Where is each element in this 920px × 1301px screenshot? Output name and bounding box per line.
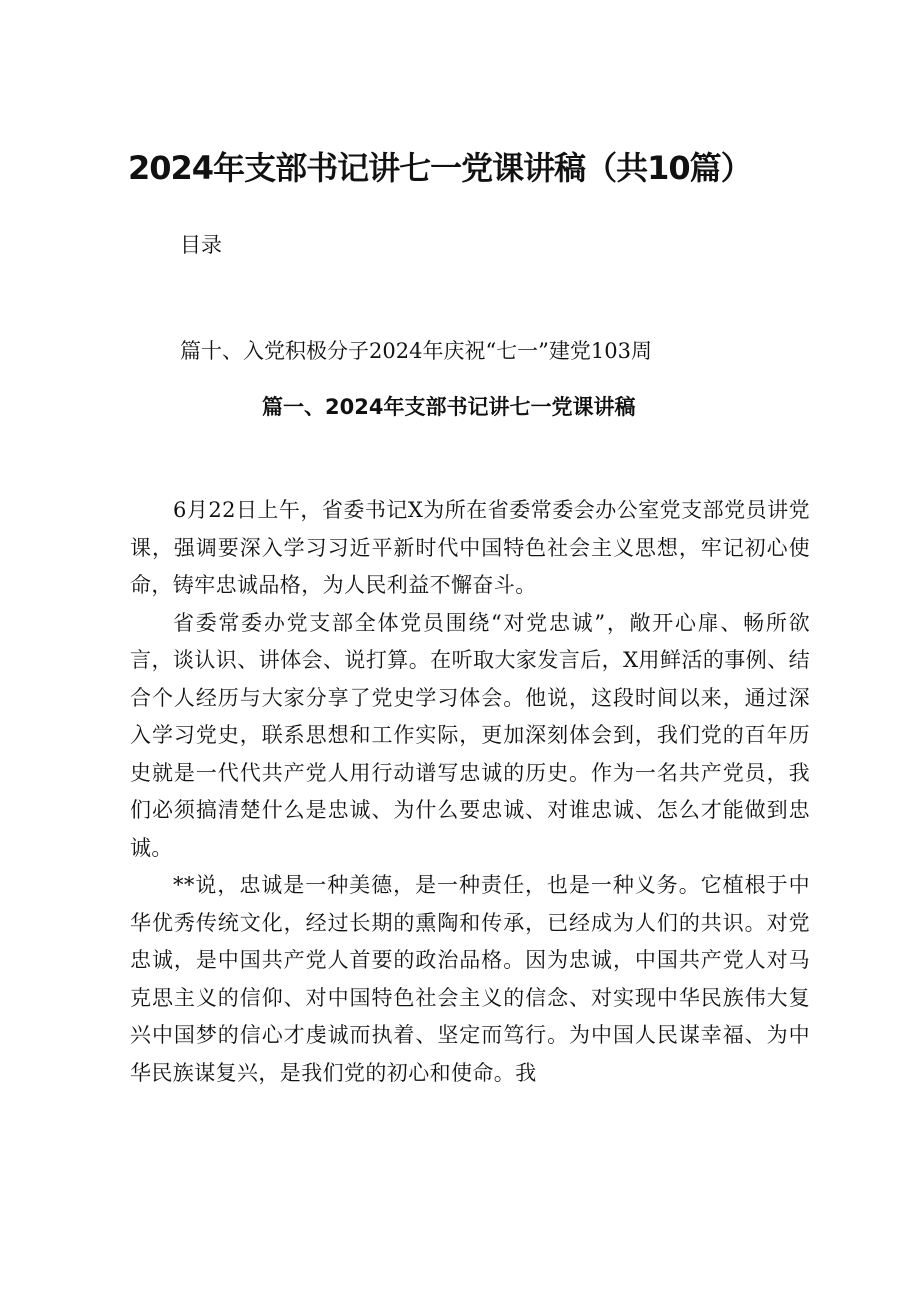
paragraph: 6月22日上午，省委书记X为所在省委常委会办公室党支部党员讲党课，强调要深入学习习近平新时代中国特色社会主义思想，牢记初心使命，铸牢忠诚品格，为人民利益不懈奋斗。 xyxy=(130,498,810,597)
section-heading: 篇一、2024年支部书记讲七一党课讲稿 xyxy=(262,395,636,419)
toc-label: 目录 xyxy=(180,233,222,257)
paragraph: **说，忠诚是一种美德，是一种责任，也是一种义务。它植根于中华优秀传统文化，经过长期的熏陶和传承，已经成为人们的共识。对党忠诚，是中国共产党人首要的政治品格。因为忠诚，中国共产党人对马克思主义的信仰、对中国特色社会主义的信念、对实现中华民族伟大复兴中国梦的信心才虔诚而执着、坚定而笃行。为中国人民谋幸福、为中华民族谋复兴，是我们党的初心和使命。我 xyxy=(130,873,810,1085)
document-title: 2024年支部书记讲七一党课讲稿（共10篇） xyxy=(128,149,752,187)
body-text xyxy=(130,492,810,1092)
paragraph: 省委常委办党支部全体党员围绕“对党忠诚”，敞开心扉、畅所欲言，谈认识、讲体会、说打算。在听取大家发言后，X用鲜活的事例、结合个人经历与大家分享了党史学习体会。他说，这段时间以来，通过深入学习党史，联系思想和工作实际，更加深刻体会到，我们党的百年历史就是一代代共产党人用行动谱写忠诚的历史。作为一名共产党员，我们必须搞清楚什么是忠诚、为什么要忠诚、对谁忠诚、怎么才能做到忠诚。 xyxy=(130,610,810,860)
toc-item: 篇十、入党积极分子2024年庆祝“七一”建党103周 xyxy=(180,339,652,363)
